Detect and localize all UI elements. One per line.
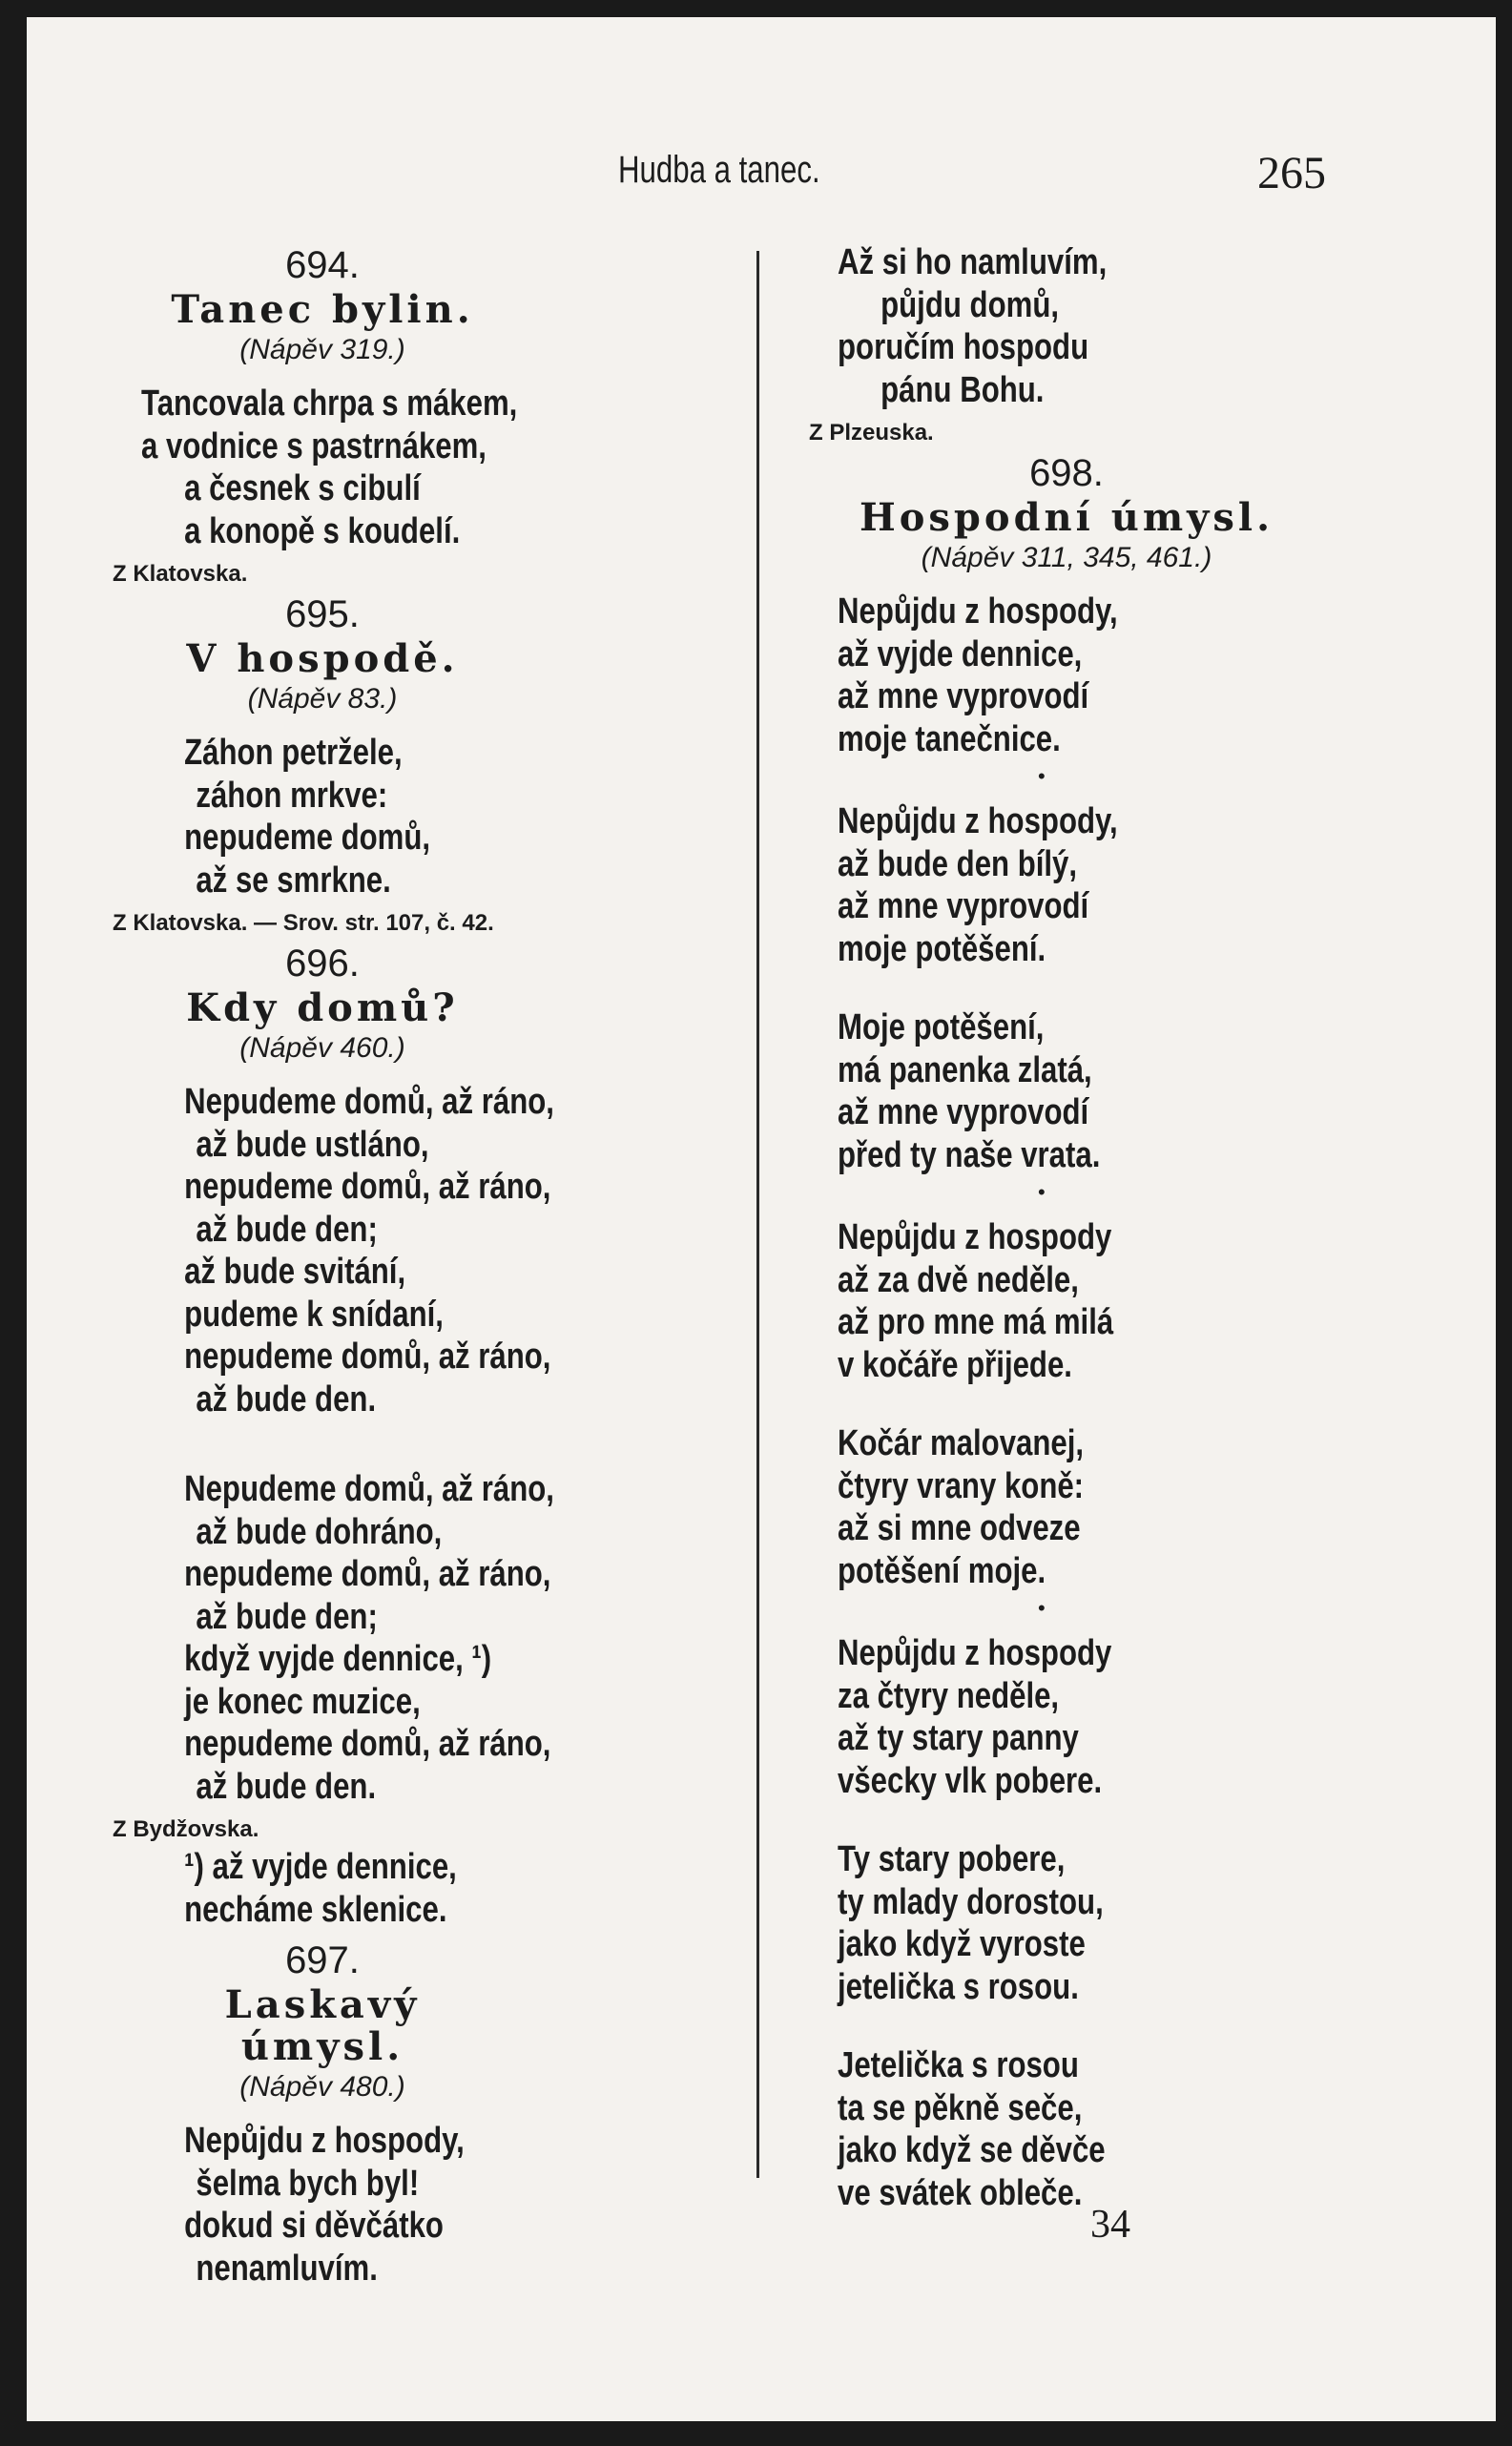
verse-line: jako když se děvče bbox=[838, 2130, 1106, 2170]
verse bbox=[838, 1216, 1429, 1386]
verse-line: až si mne odveze bbox=[838, 1508, 1081, 1548]
verse-line: až mne vyprovodí bbox=[838, 1092, 1089, 1132]
tune-reference: (Nápěv 83.) bbox=[247, 683, 398, 715]
left-column bbox=[113, 241, 714, 2295]
verse-line: ta se pěkně seče, bbox=[838, 2087, 1083, 2128]
verse-line: čtyry vrany koně: bbox=[838, 1465, 1085, 1506]
verse-line: Nepůjdu z hospody bbox=[838, 1217, 1112, 1257]
verse bbox=[838, 800, 1429, 970]
footnote bbox=[141, 1846, 714, 1931]
song-698 bbox=[838, 449, 1429, 2214]
verse-line: Záhon petržele, bbox=[184, 733, 403, 773]
song-695 bbox=[113, 591, 714, 940]
verse-line: a česnek s cibulí bbox=[184, 468, 421, 508]
verse-line: až mne vyprovodí bbox=[838, 676, 1089, 716]
song-title: Kdy domů? bbox=[186, 985, 459, 1030]
verse-line: nepudeme domů, až ráno, bbox=[184, 1724, 551, 1764]
verse-line: ve svátek obleče. bbox=[838, 2172, 1083, 2213]
song-title: Tanec bylin. bbox=[171, 287, 474, 332]
column-divider bbox=[756, 251, 759, 2178]
verse-line: až bude den. bbox=[196, 1378, 377, 1420]
verse bbox=[838, 1838, 1429, 2008]
verse bbox=[838, 241, 1429, 411]
song-number: 696. bbox=[285, 943, 360, 985]
verse bbox=[141, 732, 714, 902]
verse-line: šelma bych byl! bbox=[196, 2163, 420, 2204]
running-header bbox=[27, 149, 1496, 206]
song-number: 694. bbox=[285, 244, 360, 286]
tune-reference: (Nápěv 311, 345, 461.) bbox=[921, 542, 1212, 573]
verse-line: Nepudeme domů, až ráno, bbox=[184, 1469, 554, 1509]
song-697 bbox=[141, 1937, 714, 2290]
verse-line: všecky vlk pobere. bbox=[838, 1760, 1103, 1801]
verse-line: až za dvě neděle, bbox=[838, 1259, 1079, 1300]
verse bbox=[838, 591, 1429, 760]
verse-line: Nepůjdu z hospody, bbox=[184, 2121, 465, 2161]
song-694 bbox=[113, 241, 714, 591]
verse bbox=[838, 2044, 1429, 2214]
verse-line: pánu Bohu. bbox=[880, 369, 1045, 410]
verse-line: až ty stary panny bbox=[838, 1718, 1079, 1758]
verse-line: Ty stary pobere, bbox=[838, 1839, 1066, 1879]
verse-line: nepudeme domů, až ráno, bbox=[184, 1167, 551, 1207]
verse-ornament: • bbox=[1038, 1596, 1046, 1620]
verse-line: až bude den; bbox=[196, 1596, 378, 1637]
verse-line: dokud si děvčátko bbox=[184, 2206, 444, 2246]
page-number: 265 bbox=[1257, 148, 1326, 198]
verse-line: až pro mne má milá bbox=[838, 1302, 1114, 1342]
verse bbox=[141, 1468, 714, 1808]
verse-line: až se smrkne. bbox=[196, 860, 391, 901]
page bbox=[27, 17, 1496, 2421]
verse-line: moje potěšení. bbox=[838, 928, 1046, 969]
verse bbox=[838, 1422, 1429, 1592]
tune-reference: (Nápěv 460.) bbox=[239, 1032, 405, 1064]
song-number: 698. bbox=[1029, 452, 1104, 494]
verse-line: nepudeme domů, až ráno, bbox=[184, 1554, 551, 1594]
song-696 bbox=[113, 940, 714, 1931]
verse bbox=[838, 1632, 1429, 1802]
source-note: Z Klatovska. bbox=[113, 561, 248, 587]
verse bbox=[838, 1006, 1429, 1176]
signature-mark: 34 bbox=[1090, 2203, 1130, 2247]
song-title: V hospodě. bbox=[186, 636, 459, 681]
verse-line: potěšení moje. bbox=[838, 1550, 1046, 1591]
verse-line: ty mlady dorostou, bbox=[838, 1881, 1104, 1922]
verse-line: má panenka zlatá, bbox=[838, 1049, 1092, 1090]
verse-line: záhon mrkve: bbox=[196, 775, 388, 816]
verse-line: až bude den bílý, bbox=[838, 843, 1078, 884]
source-note: Z Plzeuska. bbox=[809, 420, 934, 446]
song-title: Hospodní úmysl. bbox=[859, 495, 1274, 540]
verse-line: až bude dohráno, bbox=[196, 1511, 443, 1552]
verse-line: Kočár malovanej, bbox=[838, 1423, 1085, 1463]
verse-line: Nepůjdu z hospody, bbox=[838, 591, 1118, 632]
verse-line: Nepůjdu z hospody bbox=[838, 1633, 1112, 1673]
footnote-line: necháme sklenice. bbox=[184, 1889, 447, 1930]
verse-ornament: • bbox=[1038, 764, 1046, 788]
verse bbox=[141, 383, 714, 552]
verse bbox=[141, 2120, 714, 2290]
verse-line: až bude den; bbox=[196, 1209, 378, 1250]
song-title: Laskavý úmysl. bbox=[224, 1982, 421, 2069]
verse-line: jako když vyroste bbox=[838, 1924, 1086, 1964]
verse-line: a vodnice s pastrnákem, bbox=[141, 425, 487, 466]
tune-reference: (Nápěv 319.) bbox=[239, 334, 405, 365]
tune-reference: (Nápěv 480.) bbox=[239, 2071, 405, 2103]
song-number: 695. bbox=[285, 593, 360, 635]
verse-line: půjdu domů, bbox=[880, 284, 1060, 325]
verse-line: až bude den. bbox=[196, 1766, 377, 1807]
verse-line: za čtyry neděle, bbox=[838, 1675, 1060, 1716]
verse-line: pudeme k snídaní, bbox=[184, 1294, 444, 1335]
verse-ornament: • bbox=[1038, 1180, 1046, 1204]
verse-line: Nepudeme domů, až ráno, bbox=[184, 1082, 554, 1122]
verse-line: nepudeme domů, až ráno, bbox=[184, 1337, 551, 1377]
verse-line: nepudeme domů, bbox=[184, 818, 431, 858]
verse-line: moje tanečnice. bbox=[838, 718, 1061, 759]
song-number: 697. bbox=[285, 1939, 360, 1981]
verse-line: jetelička s rosou. bbox=[838, 1966, 1079, 2007]
verse-line: Jetelička s rosou bbox=[838, 2045, 1079, 2085]
verse-line: nenamluvím. bbox=[196, 2248, 378, 2289]
running-title: Hudba a tanec. bbox=[618, 149, 820, 191]
verse-line: v kočáře přijede. bbox=[838, 1344, 1072, 1385]
footnote-line: ¹) až vyjde dennice, bbox=[184, 1847, 457, 1887]
verse-line: až mne vyprovodí bbox=[838, 886, 1089, 926]
verse-line: poručím hospodu bbox=[838, 327, 1089, 367]
verse-line: když vyjde dennice, ¹) bbox=[184, 1639, 492, 1679]
verse-line: až bude svitání, bbox=[184, 1252, 406, 1292]
verse-line: Až si ho namluvím, bbox=[838, 242, 1108, 282]
verse-line: až bude ustláno, bbox=[196, 1124, 429, 1165]
verse-line: je konec muzice, bbox=[184, 1681, 421, 1722]
verse-line: Moje potěšení, bbox=[838, 1007, 1045, 1047]
verse-line: před ty naše vrata. bbox=[838, 1134, 1101, 1175]
verse-line: až vyjde dennice, bbox=[838, 633, 1083, 674]
verse-line: Nepůjdu z hospody, bbox=[838, 801, 1118, 841]
verse-line: a konopě s koudelí. bbox=[184, 510, 461, 551]
right-column bbox=[809, 241, 1429, 2220]
source-note: Z Klatovska. — Srov. str. 107, č. 42. bbox=[113, 910, 494, 936]
verse-line: Tancovala chrpa s mákem, bbox=[141, 383, 518, 424]
source-note: Z Bydžovska. bbox=[113, 1816, 259, 1842]
verse bbox=[141, 1081, 714, 1420]
